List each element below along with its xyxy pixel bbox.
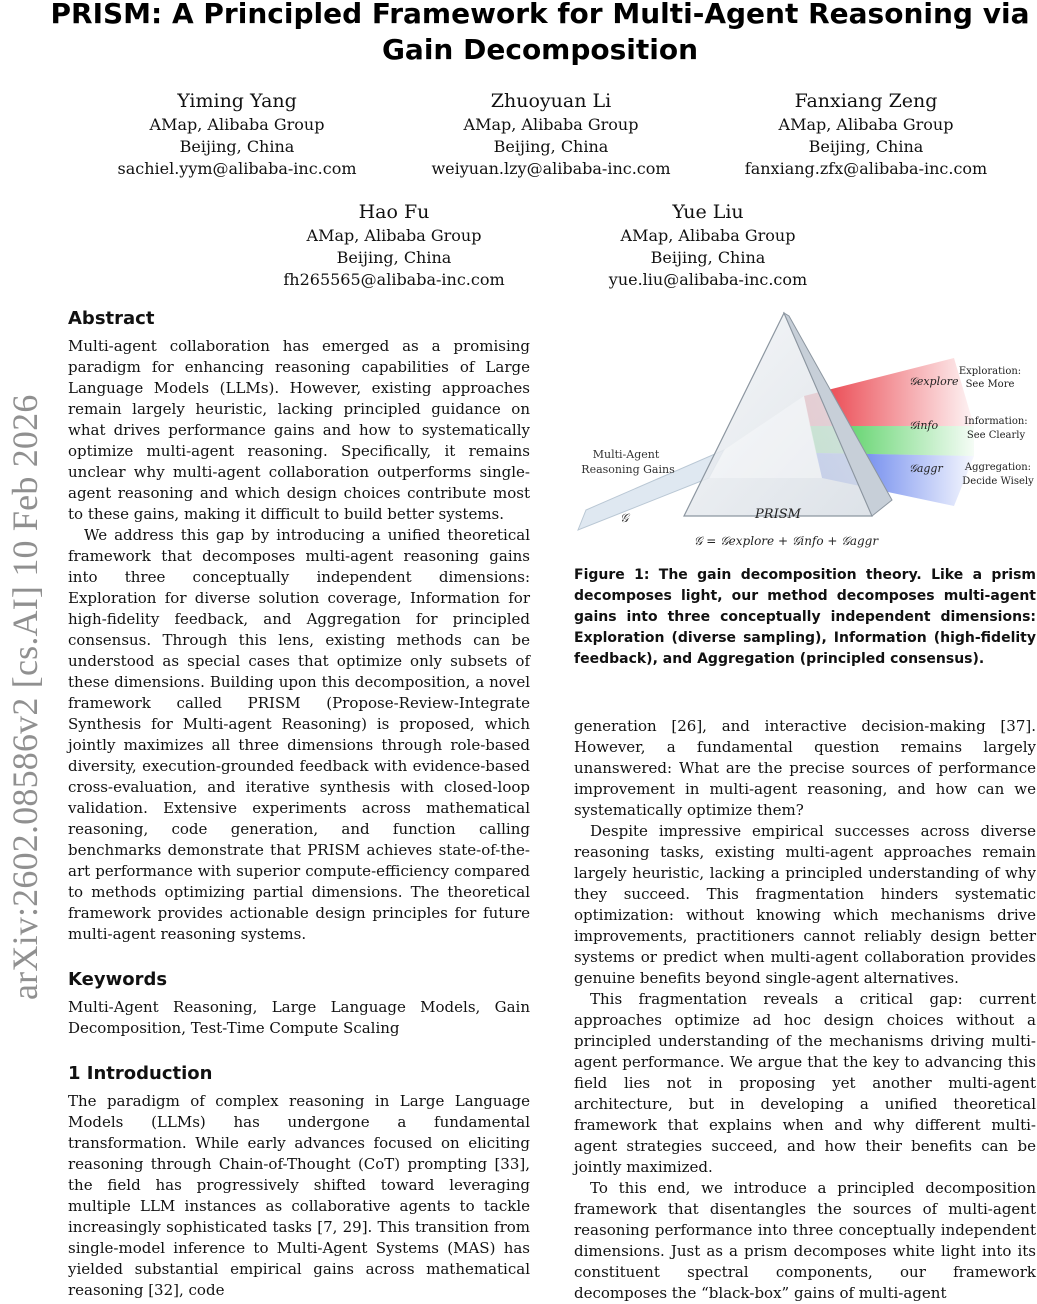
figure-1-caption: Figure 1: The gain decomposition theory. Like a prism decomposes light, our method decomposes multi-agent gains into three conceptually independent dimensions: Exploration (diverse sampling), Information (high-fidelity feedback), and Aggregation (principled consensus). [574, 567, 1036, 667]
author-block [244, 199, 544, 291]
right-paragraph-3: This fragmentation reveals a critical gap: current approaches optimize ad hoc design choices without a principled understanding of the mechanisms driving multi-agent performance. We argue that the key to advancing this field lies not in proposing yet another multi-agent architecture, but in developing a unified theoretical framework that explains when and why different multi-agent strategies succeed, and how their benefits can be jointly maximized. [574, 990, 1036, 1176]
author-email[interactable]: sachiel.yym@alibaba-inc.com [117, 159, 357, 178]
prism-diagram [574, 308, 1036, 558]
abstract-paragraph-1: Multi-agent collaboration has emerged as a promising paradigm for enhancing reasoning capabilities of Large Language Models (LLMs). However, existing approaches remain largely heuristic, lacking principled guidance on what drives performance gains and how to systematically optimize multi-agent reasoning. Specifically, it remains unclear why multi-agent collaboration outperforms single-agent reasoning and which design choices contribute most to these gains, making it difficult to build better systems. [68, 337, 530, 523]
paper-title-line-1: PRISM: A Principled Framework for Multi-Agent Reasoning via [50, 0, 1030, 30]
author-email[interactable]: fh265565@alibaba-inc.com [283, 270, 505, 289]
author-email[interactable]: weiyuan.lzy@alibaba-inc.com [431, 159, 671, 178]
exploration-label-1: Exploration: [958, 366, 1022, 377]
g-info-label: 𝒢info [909, 419, 939, 432]
author-block [87, 88, 387, 180]
g-explore-label: 𝒢explore [909, 375, 959, 388]
author-name: Fanxiang Zeng [794, 90, 938, 112]
author-affiliation: AMap, Alibaba Group [463, 115, 639, 134]
paper-title-line-2: Gain Decomposition [381, 33, 699, 66]
abstract-paragraph-2: We address this gap by introducing a unified theoretical framework that decomposes multi-agent reasoning gains into three conceptually independent dimensions: Exploration for diverse solution coverage, Information for high-fidelity feedback, and Aggregation for principled consensus. Through this lens, existing methods can be understood as special cases that optimize only subsets of these dimensions. Building upon this decomposition, a novel framework called PRISM (Propose-Review-Integrate Synthesis for Multi-agent Reasoning) is proposed, which jointly maximizes all three dimensions through role-based diversity, execution-grounded feedback with evidence-based cross-evaluation, and iterative synthesis with closed-loop validation. Extensive experiments across mathematical reasoning, code generation, and function calling benchmarks demonstrate that PRISM achieves state-of-the-art performance with superior compute-efficiency compared to methods optimizing partial dimensions. The theoretical framework provides actionable design principles for future multi-agent reasoning systems. [68, 526, 530, 943]
author-name: Yiming Yang [177, 90, 297, 112]
keywords-heading: Keywords [68, 969, 168, 990]
author-affiliation: AMap, Alibaba Group [306, 226, 482, 245]
aggregation-label-1: Aggregation: [964, 462, 1032, 473]
equation: 𝒢 = 𝒢explore + 𝒢info + 𝒢aggr [693, 534, 879, 548]
author-location: Beijing, China [808, 137, 924, 156]
right-column [574, 716, 1036, 1304]
author-location: Beijing, China [493, 137, 609, 156]
author-email[interactable]: yue.liu@alibaba-inc.com [608, 270, 808, 289]
author-name: Yue Liu [672, 201, 744, 223]
right-paragraph-1: generation [26], and interactive decision-making [37]. However, a fundamental question remains largely unanswered: What are the precise sources of performance improvement in multi-agent reasoning, and how can we systematically optimize them? [574, 717, 1036, 819]
author-block [401, 88, 701, 180]
author-location: Beijing, China [179, 137, 295, 156]
author-location: Beijing, China [336, 248, 452, 267]
author-affiliation: AMap, Alibaba Group [149, 115, 325, 134]
author-block [558, 199, 858, 291]
exploration-label-2: See More [965, 379, 1015, 390]
author-email[interactable]: fanxiang.zfx@alibaba-inc.com [744, 159, 988, 178]
information-label-1: Information: [964, 416, 1028, 427]
right-paragraph-4: To this end, we introduce a principled decomposition framework that disentangles the sources of multi-agent reasoning performance into three conceptually independent dimensions. Just as a prism decomposes white light into its constituent spectral components, our framework decomposes the “black-box” gains of multi-agent [574, 1179, 1036, 1302]
prism-label: PRISM [755, 507, 801, 522]
left-column [68, 306, 530, 1301]
introduction-heading: 1 Introduction [68, 1063, 213, 1084]
g-symbol: 𝒢 [620, 511, 629, 525]
author-block [716, 88, 1016, 180]
arxiv-stamp: arXiv:2602.08586v2 [cs.AI] 10 Feb 2026 [5, 394, 45, 1000]
input-label-2: Reasoning Gains [581, 463, 675, 476]
abstract-heading: Abstract [68, 308, 155, 329]
input-label-1: Multi-Agent [592, 448, 660, 461]
keywords-text: Multi-Agent Reasoning, Large Language Models, Gain Decomposition, Test-Time Compute Scaling [68, 998, 530, 1037]
g-aggr-label: 𝒢aggr [909, 462, 943, 475]
figure-1 [574, 308, 1036, 558]
information-label-2: See Clearly [966, 430, 1026, 441]
aggregation-label-2: Decide Wisely [962, 476, 1034, 487]
intro-paragraph-1: The paradigm of complex reasoning in Large Language Models (LLMs) has undergone a fundamental transformation. While early advances focused on eliciting reasoning through Chain-of-Thought (CoT) prompting [33], the field has progressively shifted toward leveraging multiple LLM instances as collaborative agents to tackle increasingly sophisticated tasks [7, 29]. This transition from single-model inference to Multi-Agent Systems (MAS) has yielded substantial empirical gains across mathematical reasoning [32], code [68, 1092, 530, 1299]
author-affiliation: AMap, Alibaba Group [778, 115, 954, 134]
author-affiliation: AMap, Alibaba Group [620, 226, 796, 245]
author-location: Beijing, China [650, 248, 766, 267]
author-name: Zhuoyuan Li [490, 90, 612, 112]
right-paragraph-2: Despite impressive empirical successes across diverse reasoning tasks, existing multi-agent approaches remain largely heuristic, lacking a principled understanding of why they succeed. This fragmentation hinders systematic optimization: without knowing which mechanisms drive improvements, practitioners cannot reliably design better systems or predict when multi-agent collaboration provides genuine benefits beyond single-agent alternatives. [574, 822, 1036, 987]
author-name: Hao Fu [358, 201, 430, 223]
